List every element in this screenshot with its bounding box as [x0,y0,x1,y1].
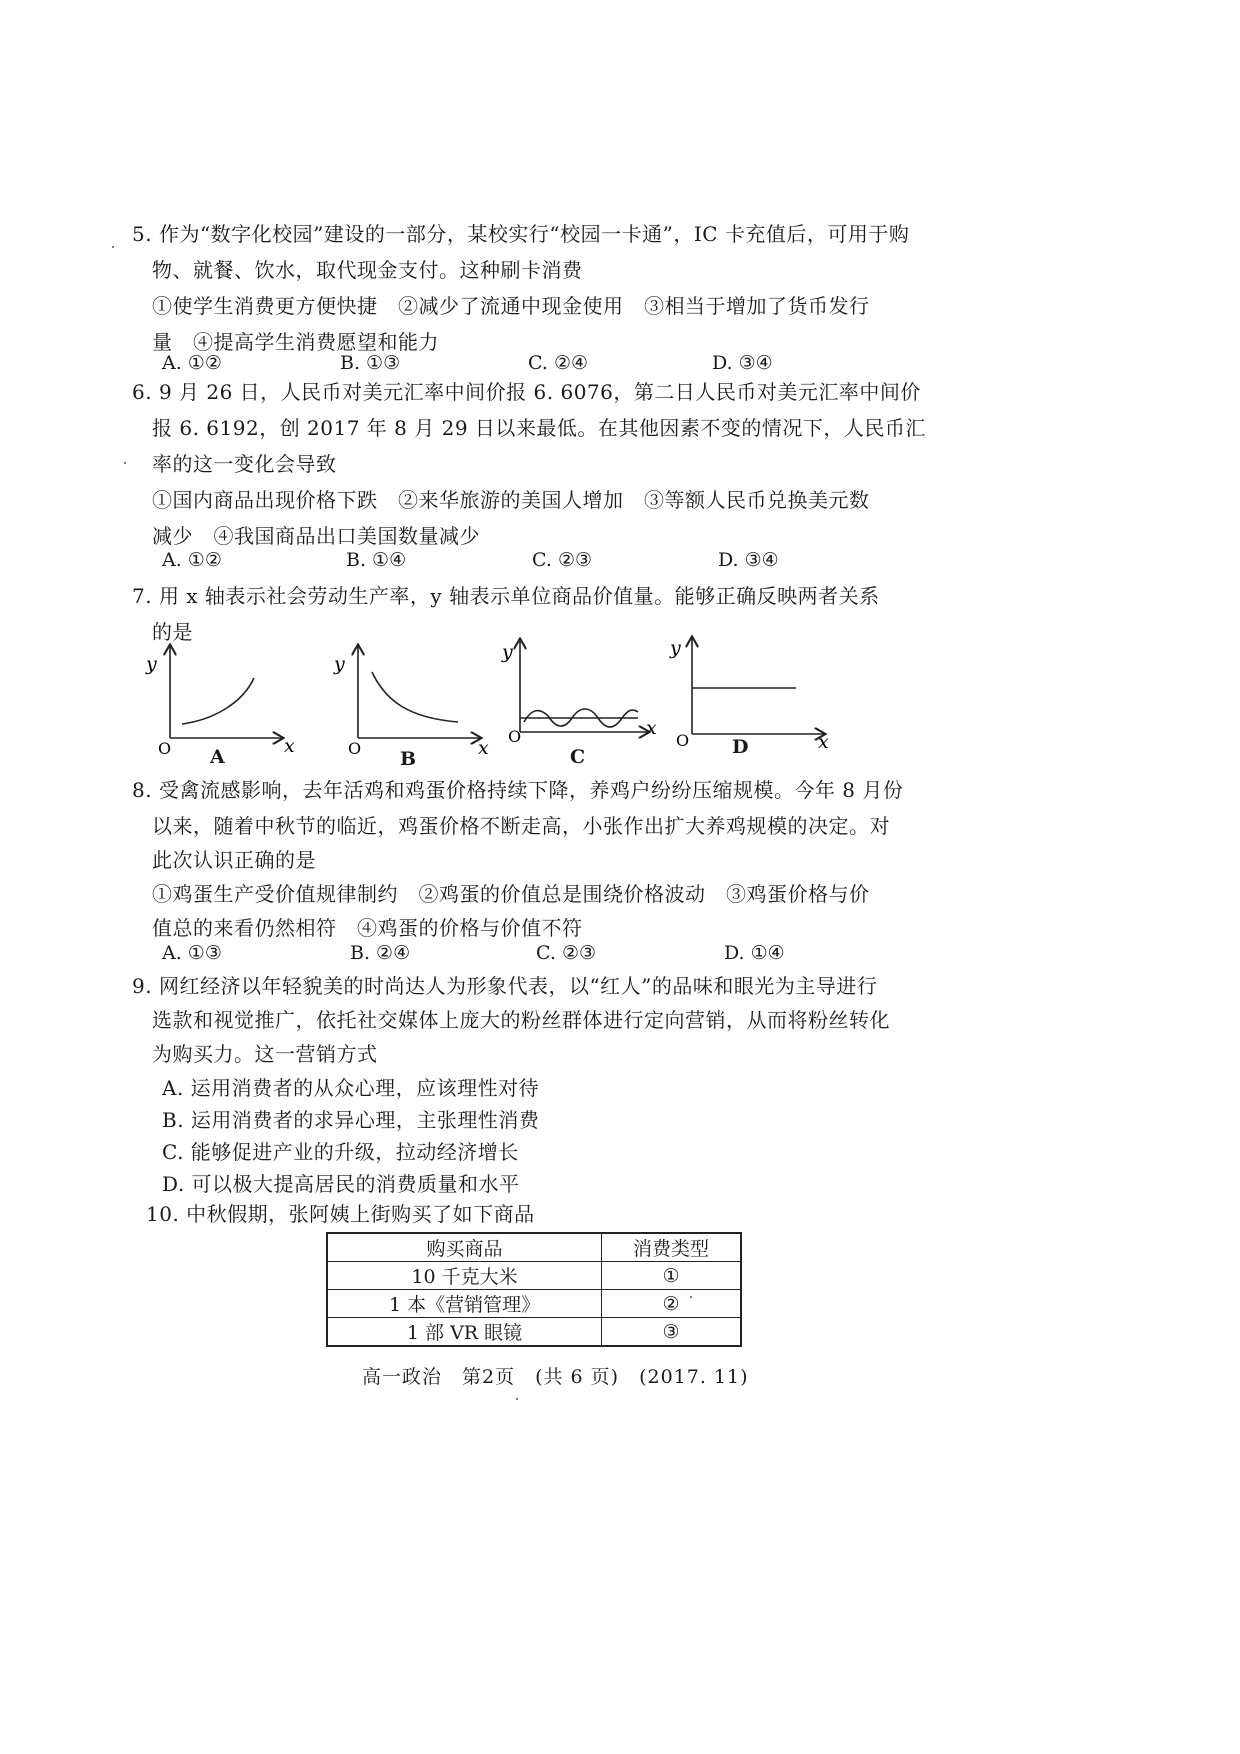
graph-a-y-label: y [146,653,157,675]
scan-speck [112,246,114,248]
q6-stem-line2: 报 6. 6192，创 2017 年 8 月 29 日以来最低。在其他因素不变的情况下，人民币汇 [152,416,926,440]
q6-stem-line1: 6. 9 月 26 日，人民币对美元汇率中间价报 6. 6076，第二日人民币对美元汇率中间价 [132,380,921,404]
q6-statements-line1: ①国内商品出现价格下跌 ②来华旅游的美国人增加 ③等额人民币兑换美元数 [152,488,870,512]
graph-b-label: B [400,748,417,770]
table-header-type: 消费类型 [602,1233,741,1262]
q8-option-d: D. ①④ [724,942,785,964]
q8-statements-line1: ①鸡蛋生产受价值规律制约 ②鸡蛋的价值总是围绕价格波动 ③鸡蛋价格与价 [152,882,870,906]
q8-option-b: B. ②④ [350,942,411,964]
q5-statements-line1: ①使学生消费更方便快捷 ②减少了流通中现金使用 ③相当于增加了货币发行 [152,294,870,318]
q5-statements-line2: 量 ④提高学生消费愿望和能力 [152,330,439,354]
scan-speck [124,462,126,464]
graph-a-curve [182,678,254,724]
q7-stem-line2: 的是 [152,620,193,644]
graph-c [500,632,660,768]
q5-option-d: D. ③④ [712,352,773,374]
q9-option-b: B. 运用消费者的求异心理，主张理性消费 [162,1108,540,1132]
q8-option-a: A. ①③ [162,942,222,964]
table-cell-type: ③ [602,1318,741,1347]
graph-d [666,630,836,758]
q6-option-c: C. ②③ [532,549,593,571]
graph-a-label: A [210,746,225,768]
q5-option-c: C. ②④ [528,352,589,374]
table-row [327,1290,741,1318]
q8-statements-line2: 值总的来看仍然相符 ④鸡蛋的价格与价值不符 [152,916,583,940]
graph-b-origin: O [348,739,362,758]
graph-b-curve [372,672,458,722]
table-row [327,1318,741,1347]
q5-option-b: B. ①③ [340,352,401,374]
graph-a-origin: O [158,739,172,758]
q7-stem-line1: 7. 用 x 轴表示社会劳动生产率，y 轴表示单位商品价值量。能够正确反映两者关系 [132,584,880,608]
graph-b-x-label: x [478,737,489,759]
q9-stem-line3: 为购买力。这一营销方式 [152,1042,378,1066]
q6-option-b: B. ①④ [346,549,407,571]
graph-d-x-label: x [818,731,829,753]
page-footer: 高一政治 第2页 (共 6 页) (2017. 11) [362,1366,749,1388]
q9-stem-line2: 选款和视觉推广，依托社交媒体上庞大的粉丝群体进行定向营销，从而将粉丝转化 [152,1008,890,1032]
q6-statements-line2: 减少 ④我国商品出口美国数量减少 [152,524,480,548]
q10-stem: 10. 中秋假期，张阿姨上街购买了如下商品 [146,1202,535,1226]
q9-stem-line1: 9. 网红经济以年轻貌美的时尚达人为形象代表，以“红人”的品味和眼光为主导进行 [132,974,878,998]
q8-option-c: C. ②③ [536,942,597,964]
q9-option-c: C. 能够促进产业的升级，拉动经济增长 [162,1140,519,1164]
table-cell-goods: 1 本《营销管理》 [327,1290,602,1318]
q8-stem-line1: 8. 受禽流感影响，去年活鸡和鸡蛋价格持续下降，养鸡户纷纷压缩规模。今年 8 月份 [132,778,904,802]
graph-a-x-label: x [284,735,295,757]
q6-option-d: D. ③④ [718,549,779,571]
scan-speck [516,1398,518,1400]
table-row [327,1262,741,1290]
q8-stem-line3: 此次认识正确的是 [152,848,316,872]
q9-option-d: D. 可以极大提高居民的消费质量和水平 [162,1172,520,1196]
graph-c-y-label: y [502,641,513,663]
q8-stem-line2: 以来，随着中秋节的临近，鸡蛋价格不断走高，小张作出扩大养鸡规模的决定。对 [152,814,890,838]
graph-c-label: C [570,746,586,768]
q6-stem-line3: 率的这一变化会导致 [152,452,337,476]
graph-d-origin: O [676,731,690,750]
graph-c-x-label: x [646,717,657,739]
q5-stem-line2: 物、就餐、饮水，取代现金支付。这种刷卡消费 [152,258,583,282]
graph-b-y-label: y [334,653,345,675]
table-header-goods: 购买商品 [327,1233,602,1262]
q5-option-a: A. ①② [162,352,222,374]
q9-option-a: A. 运用消费者的从众心理，应该理性对待 [162,1076,540,1100]
graph-a [142,638,295,768]
table-cell-goods: 10 千克大米 [327,1262,602,1290]
scan-speck [690,1296,692,1298]
q6-option-a: A. ①② [162,549,222,571]
graph-d-y-label: y [670,637,681,659]
purchase-table [326,1232,742,1347]
table-cell-goods: 1 部 VR 眼镜 [327,1318,602,1347]
table-header-row [327,1233,741,1262]
graph-b [330,638,490,770]
graph-d-label: D [732,736,749,758]
q5-stem-line1: 5. 作为“数字化校园”建设的一部分，某校实行“校园一卡通”，IC 卡充值后，可用于购 [132,222,910,246]
table-cell-type: ① [602,1262,741,1290]
table-cell-type: ② [602,1290,741,1318]
graph-c-origin: O [508,727,522,746]
